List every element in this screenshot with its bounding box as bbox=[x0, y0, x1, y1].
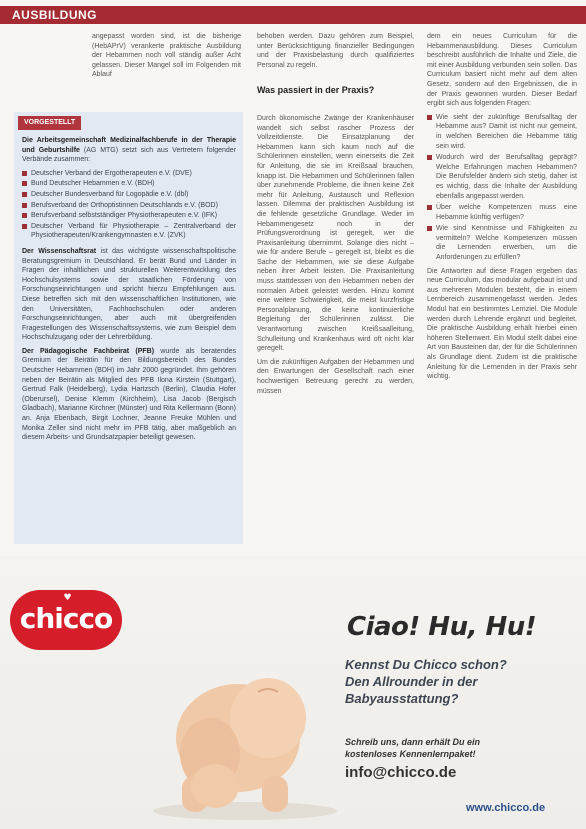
column3-paragraph: dem ein neues Curriculum für die Hebammenausbildung. Dieses Curriculum beschreibt ausführlich die Inhalte und Ziele, die mit einer Ausbildung verbunden sein sollen. Das Curriculum basiert nicht mehr auf dem alten Gesetz, sondern auf den Ergebnissen, die in der Praxis gewonnen wurden. Dieser Bedarf ergibt sich aus folgenden Fragen: bbox=[427, 33, 577, 108]
column3-paragraph: Die Antworten auf diese Fragen ergeben das neue Curriculum, das modular aufgebaut ist und aus mehreren Modulen besteht, die in einem Lernbereich zusammengefasst werden. Jedes Modul hat ein bestimmtes Lernziel. Die Module werden durch Lehrende ergänzt und begleitet. Die praktische Ausbildung erhält hierbei einen höheren Stellenwert. Ein Modul stellt dabei eine Art von Bausteinen dar, der für die Schülerinnen als Grundlage dient. Zudem ist die praktische Anleitung für die Lernenden in der Praxis sehr wichtig. bbox=[427, 267, 577, 381]
column3 bbox=[427, 32, 577, 386]
column2-heading: Was passiert in der Praxis? bbox=[257, 85, 375, 96]
sidebar-p3-text: wurde als beratendes Gremium der Beirätin für den Bildungsbereich des Bundes Deutscher Hebammen (BDH) im Jahr 2000 gegründet. Ihm gehören neben der Beirätin als Mitglied des PFB Ilona Kirstein (Stuttgart), Gertrud Falk (Heidelberg), Lydia Hartzsch (Berlin), Claudia Hofer (Oberursel), Denise Klemm (Kirchheim), Lisa Jacob (Bergisch Gladbach), Marianne Kirchner (Münster) und Rita Kellermann (Bonn) an. Anja Ebenbach, Birgit Lochner, Jeanne Freuke Mühlen und Monika Zeller sind nicht mehr im PFB tätig, aber maßgeblich an diesem Arbeits- und Grundsatzpapier beteiligt gewesen. bbox=[22, 347, 236, 442]
column2-paragraph: Um die zukünftigen Aufgaben der Hebammen und den Erwartungen der Gesellschaft nach einer hochwertigen Betreuung gerecht zu werden, müssen bbox=[257, 358, 414, 395]
sidebar-paragraph-pfb bbox=[22, 347, 236, 443]
ad-website-link[interactable]: www.chicco.de bbox=[466, 802, 546, 814]
sidebar-p1-heading: Die Arbeitsgemeinschaft Medizinalfachberufe in der Therapie und Geburtshilfe bbox=[22, 137, 236, 154]
heart-icon: ♥ bbox=[63, 593, 71, 603]
ad-subheadline bbox=[345, 656, 560, 707]
section-title: AUSBILDUNG bbox=[12, 8, 97, 22]
question-list bbox=[427, 113, 577, 263]
ad-subline: Den Allrounder in der bbox=[345, 674, 478, 689]
baby-illustration bbox=[140, 626, 350, 821]
ad-subline: Babyausstattung? bbox=[345, 691, 459, 706]
list-item: Wie sieht der zukünftige Berufsalltag der Hebamme aus? Damit ist nicht nur gemeint, in welchen Bereichen die Hebamme tätig sein wird. bbox=[427, 113, 577, 151]
list-item: Wie sind Kenntnisse und Fähigkeiten zu vermitteln? Welche Kompetenzen müssen die Lernenden erwerben, um die Anforderungen zu erfüllen? bbox=[427, 224, 577, 262]
list-item: Über welche Kompetenzen muss eine Hebamme künftig verfügen? bbox=[427, 203, 577, 222]
sidebar-paragraph-wissenschaftsrat bbox=[22, 247, 236, 343]
ad-subline: Kennst Du Chicco schon? bbox=[345, 657, 507, 672]
info-sidebar-box bbox=[14, 112, 243, 544]
sidebar-paragraph-ag-mtg bbox=[22, 136, 236, 165]
chicco-logo bbox=[10, 590, 122, 650]
sidebar-body bbox=[22, 136, 236, 447]
list-item: Berufsverband selbstständiger Physiotherapeuten e.V. (IFK) bbox=[22, 211, 236, 221]
ad-cta-line: kostenloses Kennenlernpaket! bbox=[345, 749, 476, 759]
list-item: Bund Deutscher Hebammen e.V. (BDH) bbox=[22, 179, 236, 189]
member-association-list bbox=[22, 169, 236, 241]
list-item: Deutscher Bundesverband für Logopädie e.V. (dbl) bbox=[22, 190, 236, 200]
list-item: Wodurch wird der Berufsalltag geprägt? Welche Erfahrungen machen Hebammen? Die Berufsfelder ändern sich stetig, daher ist es wichtig, dass die Inhalte der Ausbildung ebenfalls angepasst werden. bbox=[427, 153, 577, 201]
ad-headline: Ciao! Hu, Hu! bbox=[347, 612, 537, 642]
sidebar-p2-heading: Der Wissenschaftsrat bbox=[22, 247, 97, 255]
ad-call-to-action bbox=[345, 736, 545, 760]
sidebar-tag: VORGESTELLT bbox=[18, 116, 81, 130]
column1-intro-text: angepasst worden sind, ist die bisherige (HebAPrV) verankerte praktische Ausbildung der Hebammen noch voll ständig außer Acht gelassen. Dieser Mangel soll im Folgenden mit Ablauf bbox=[92, 33, 241, 79]
ad-cta-line: Schreib uns, dann erhält Du ein bbox=[345, 737, 481, 747]
list-item: Deutscher Verband der Ergotherapeuten e.V. (DVE) bbox=[22, 169, 236, 179]
sidebar-p1-text: (AG MTG) setzt sich aus Vertretern folgender Verbände zusammen: bbox=[22, 146, 236, 164]
column2-paragraph: Durch ökonomische Zwänge der Krankenhäuser wandelt sich selbst rascher Prozess der Vollzeitdienste. Die Einsatzplanung der Hebammen kann sich kaum noch auf die Schülerinnen einstellen, wenn einerseits die Zeit für Anleitung, die sie im Kreißsaal brauchen, knapp ist. Die Hebammen und Schülerinnen fallen über zunehmende Probleme, die ihnen keine Zeit mehr für Anleitung, Austausch und Reflexion lassen. Dilemma der praktischen Ausbildung ist die fehlende gesetzliche Grundlage. Weder im Hebammengesetz noch in der Prüfungsverordnung ist geregelt, wer die Praxisanleitung übernimmt. Solange dies nicht – wie für andere Berufe – geregelt ist, bleibt es die Sache der Hebammen, wie sie diese Aufgabe neben ihrer Arbeit leisten. Die Praxisanleitung muss stattdessen von den Hebammen neben der normalen Arbeit geleistet werden. Hinzu kommt eine weitere Schwierigkeit, die meist kurzfristige Personalplanung, die keine kontinuierliche Begleitung der Schülerinnen zulässt. Die Verantwortung zwischen Kreißsaalleitung, Schulleitung und Krankenhaus wird oft nicht klar geregelt. bbox=[257, 114, 414, 353]
sidebar-p2-text: ist das wichtigste wissenschaftspolitische Beratungsgremium in Deutschland. Er berät Bund und Länder in Fragen der inhaltlichen und strukturellen Weiterentwicklung des Hochschulsystems sowie der staatlichen Förderung von Forschungseinrichtungen und spricht hierzu Empfehlungen aus. Diese betreffen sich mit den wissenschaftlichen Institutionen, wie den Universitäten, Fachhochschulen oder anderen Forschungseinrichtungen, aber auch mit übergreifenden Fragestellungen des Wissenschaftssystems, wie zum Beispiel dem Hochschulzugang oder der Lehrerbildung. bbox=[22, 247, 236, 342]
sidebar-p3-heading: Der Pädagogische Fachbeirat (PFB) bbox=[22, 347, 155, 355]
list-item: Berufsverband der Orthoptistinnen Deutschlands e.V. (BOD) bbox=[22, 201, 236, 211]
ad-email-link[interactable]: info@chicco.de bbox=[345, 764, 457, 781]
column2 bbox=[257, 32, 414, 400]
section-header bbox=[0, 6, 586, 24]
column2-paragraph: behoben werden. Dazu gehören zum Beispiel, unter Berücksichtigung finanzieller Bedingungen und der Praxisbelastung durch qualifiziertes Personal zu regeln. bbox=[257, 33, 414, 69]
chicco-advertisement bbox=[0, 556, 586, 829]
brand-logo-text: chicco bbox=[19, 602, 113, 635]
list-item: Deutscher Verband für Physiotherapie – Zentralverband der Physiotherapeuten/Krankengymnasten e.V. (ZVK) bbox=[22, 222, 236, 241]
